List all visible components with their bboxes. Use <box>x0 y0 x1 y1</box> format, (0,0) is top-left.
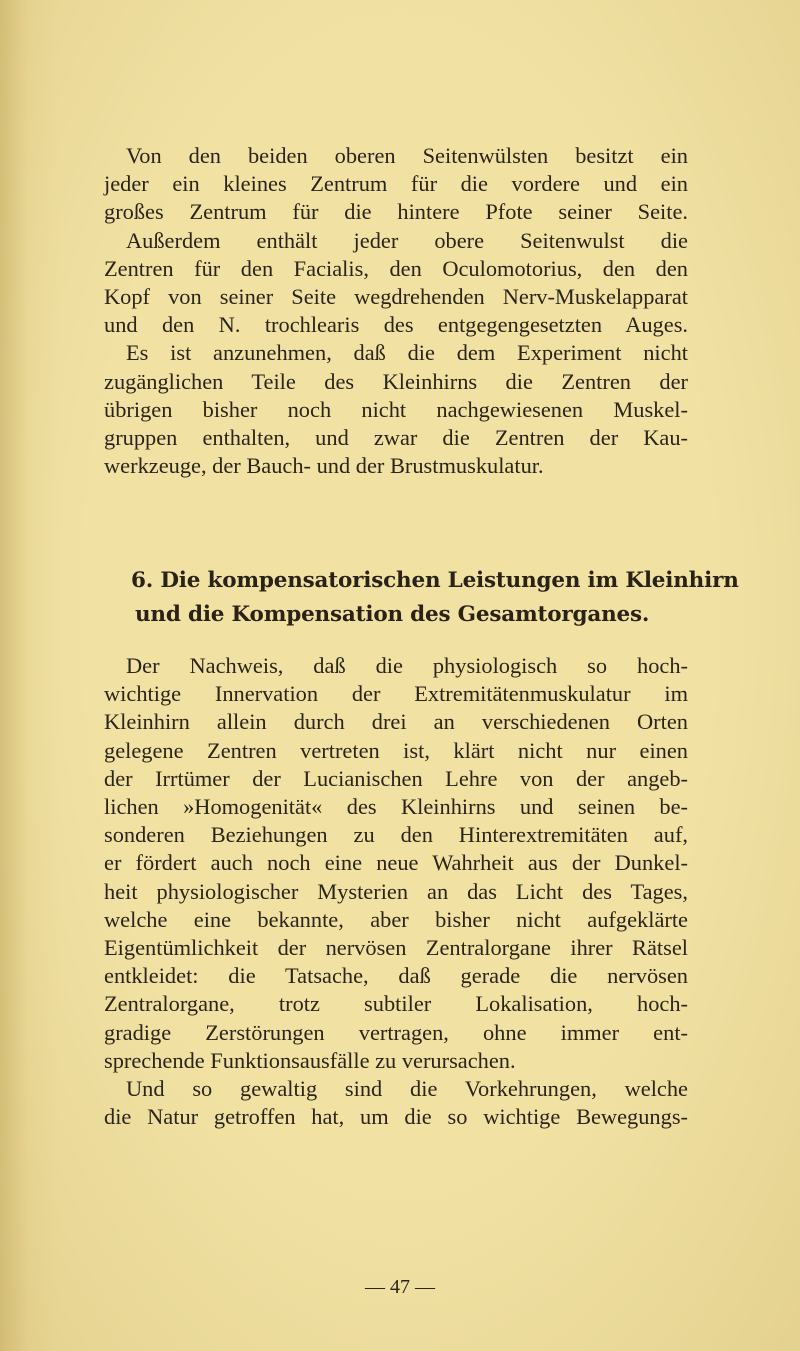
paragraph-1 <box>104 142 688 480</box>
text-line: heit physiologischer Mysterien an das Licht des Tages, <box>104 878 688 904</box>
text-line: Außerdem enthält jeder obere Seitenwulst die <box>126 227 688 253</box>
text-line: jeder ein kleines Zentrum für die vordere und ein <box>104 171 688 197</box>
text-line: Eigentümlichkeit der nervösen Zentralorgane ihrer Rätsel <box>104 935 688 961</box>
heading-line-1: 6. Die kompensatorischen Leistungen im Kleinhirn <box>131 568 739 593</box>
text-line: die Natur getroffen hat, um die so wichtige Bewegungs- <box>104 1104 688 1130</box>
text-line: Zentralorgane, trotz subtiler Lokalisation, hoch- <box>104 991 688 1017</box>
text-line: er fördert auch noch eine neue Wahrheit aus der Dunkel- <box>104 850 688 876</box>
text-line: Von den beiden oberen Seitenwülsten besitzt ein <box>126 143 688 168</box>
text-line: Zentren für den Facialis, den Oculomotorius, den den <box>104 255 688 281</box>
text-line: wichtige Innervation der Extremitätenmuskulatur im <box>104 681 688 707</box>
heading-line-2: und die Kompensation des Gesamtorganes. <box>135 602 650 627</box>
text-line: und den N. trochlearis des entgegengesetzten Auges. <box>104 312 688 338</box>
text-line: Kleinhirn allein durch drei an verschiedenen Orten <box>104 709 688 735</box>
text-line: Kopf von seiner Seite wegdrehenden Nerv-Muskelapparat <box>104 284 688 310</box>
text-line: der Irrtümer der Lucianischen Lehre von der angeb- <box>104 765 688 791</box>
text-line: welche eine bekannte, aber bisher nicht aufgeklärte <box>104 906 688 932</box>
text-line: großes Zentrum für die hintere Pfote seiner Seite. <box>104 199 688 225</box>
text-line: Und so gewaltig sind die Vorkehrungen, welche <box>126 1076 688 1102</box>
paragraph-2 <box>104 652 688 1131</box>
text-line: Es ist anzunehmen, daß die dem Experiment nicht <box>126 340 688 366</box>
section-heading <box>131 564 739 632</box>
text-line: zugänglichen Teile des Kleinhirns die Zentren der <box>104 368 688 394</box>
text-line: gradige Zerstörungen vertragen, ohne immer ent- <box>104 1019 688 1045</box>
text-line: sprechende Funktionsausfälle zu verursachen. <box>104 1047 516 1073</box>
text-line: Der Nachweis, daß die physiologisch so hoch- <box>126 653 688 678</box>
text-line: sonderen Beziehungen zu den Hinterextremitäten auf, <box>104 822 688 848</box>
text-line: übrigen bisher noch nicht nachgewiesenen Muskel- <box>104 396 688 422</box>
page-number: — 47 — <box>365 1276 435 1298</box>
text-line: werkzeuge, der Bauch- und der Brustmuskulatur. <box>104 453 544 479</box>
text-line: lichen »Homogenität« des Kleinhirns und seinen be- <box>104 794 688 820</box>
text-line: gelegene Zentren vertreten ist, klärt nicht nur einen <box>104 737 688 763</box>
text-line: entkleidet: die Tatsache, daß gerade die nervösen <box>104 963 688 989</box>
text-line: gruppen enthalten, und zwar die Zentren der Kau- <box>104 425 688 451</box>
